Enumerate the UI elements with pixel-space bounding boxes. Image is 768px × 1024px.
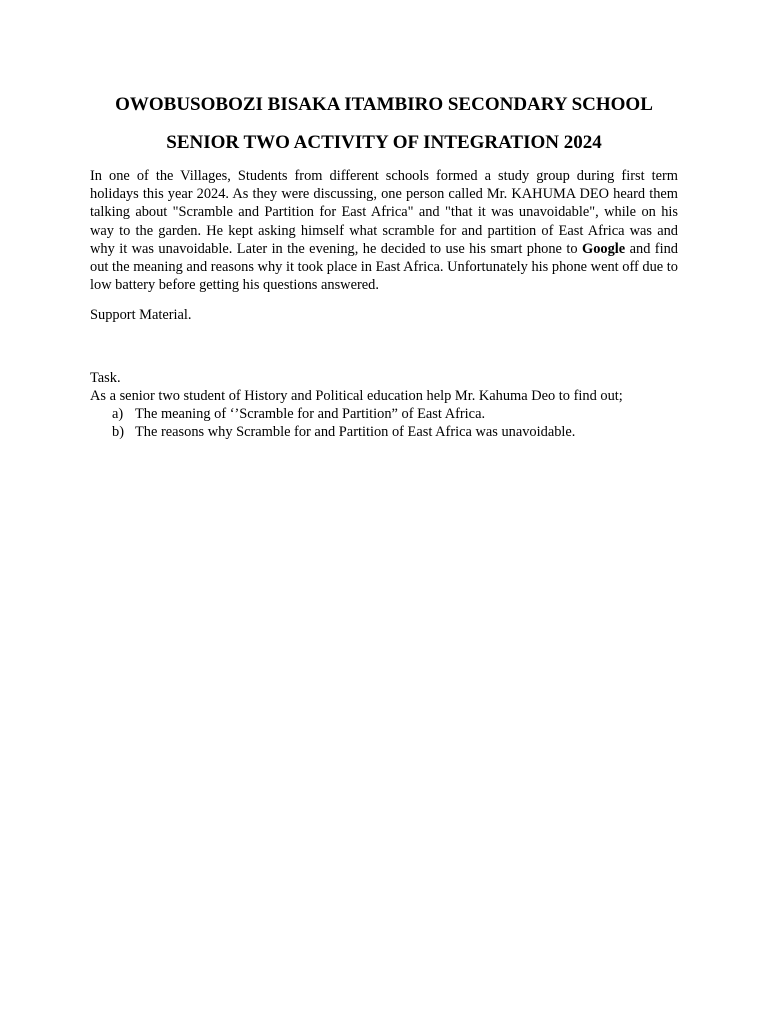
task-item-b [112,423,575,441]
task-item-marker: b) [112,424,124,441]
task-list [112,405,575,441]
scenario-bold-google: Google [582,240,626,257]
scenario-text-part-1: In one of the Villages, Students from different schools formed a study group during first term holidays this year 2024. As they were discussing, one person called Mr. KAHUMA DEO heard them talking about "Scramble and Partition for East Africa" and "that it was unavoidable", while on his way to the garden. He kept asking himself what scramble for and partition of East Africa was and why it was unavoidable. Later in the evening, he decided to use his smart phone to [90,168,678,257]
support-material-label: Support Material. [90,307,192,323]
task-item-a [112,405,575,423]
scenario-paragraph [90,167,678,294]
task-item-marker: a) [112,406,124,422]
task-item-text: The meaning of ‘’Scramble for and Partition” of East Africa. [135,406,486,422]
task-label: Task. [90,370,121,386]
scenario-text-part-2: and find out the meaning and reasons why it took place in East Africa. Unfortunately his phone went off due to low battery before getting his questions answered. [90,240,678,294]
activity-title-heading: SENIOR TWO ACTIVITY OF INTEGRATION 2024 [166,132,602,153]
task-item-text: The reasons why Scramble for and Partition of East Africa was unavoidable. [135,424,576,441]
task-instruction: As a senior two student of History and Political education help Mr. Kahuma Deo to find out; [90,388,623,404]
school-name-heading: OWOBUSOBOZI BISAKA ITAMBIRO SECONDARY SCHOOL [115,94,653,115]
